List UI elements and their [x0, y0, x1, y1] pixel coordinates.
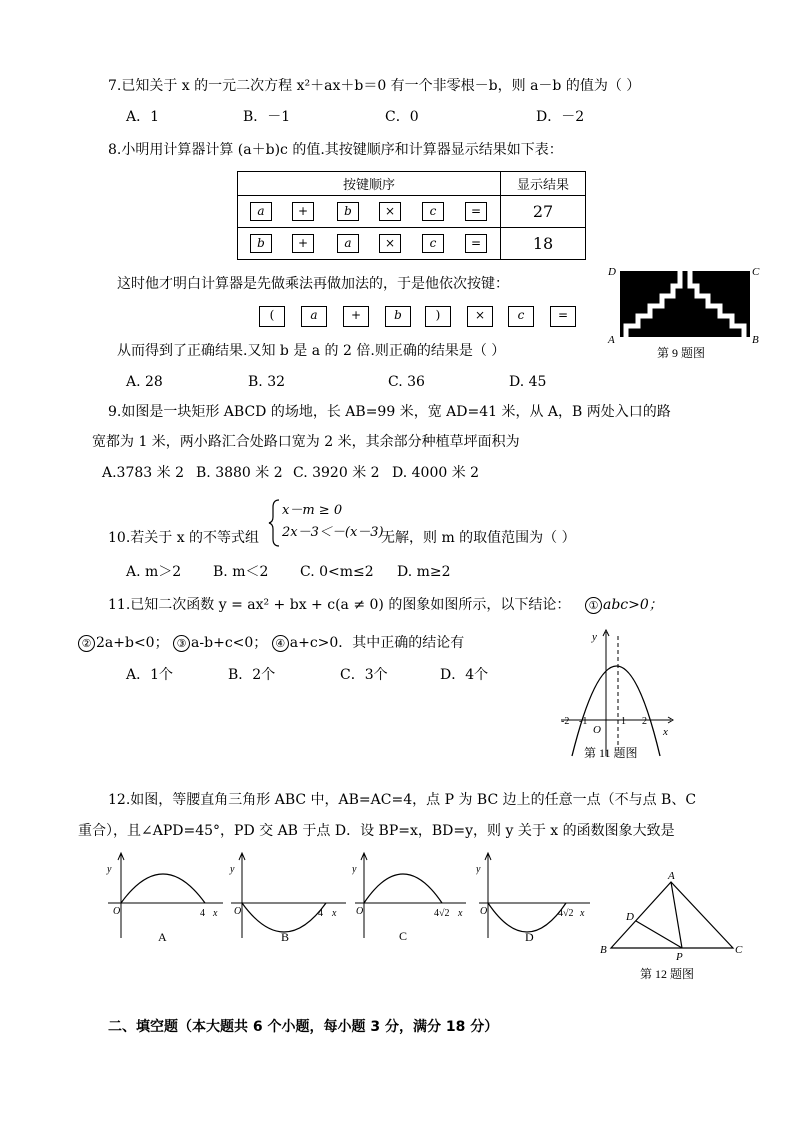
- q8-option-d: D. 45: [509, 374, 547, 390]
- q11-conclusions-2-4: [78, 635, 464, 652]
- q8-line3: 从而得到了正确结果.又知 b 是 a 的 2 倍.则正确的结果是（ ）: [117, 343, 506, 359]
- x-label: x: [663, 726, 668, 738]
- key-times: ×: [379, 234, 401, 253]
- tick-neg1: -1: [579, 716, 588, 727]
- end-label: 4√2: [558, 908, 574, 919]
- q10-option-a: A. m＞2: [126, 564, 182, 580]
- q7-option-c: C．0: [385, 109, 419, 125]
- q10-option-d: D. m≥2: [397, 564, 451, 580]
- key-a: a: [301, 306, 327, 327]
- origin-label: O: [234, 906, 242, 917]
- calculator-table: [237, 171, 586, 260]
- q11-option-a: A．1个: [126, 667, 174, 683]
- end-label: 4: [200, 908, 205, 919]
- graph-c: [352, 850, 472, 945]
- key-equals: =: [465, 234, 487, 253]
- curve: [121, 874, 205, 903]
- q7-option-d: D．－2: [536, 109, 585, 125]
- curve: [364, 874, 442, 903]
- origin-label: O: [356, 906, 364, 917]
- graph-label: B: [281, 930, 290, 944]
- q10-option-b: B. m＜2: [213, 564, 269, 580]
- circled-4: ④: [272, 635, 289, 652]
- q9-option-b: B. 3880 米 2: [196, 465, 283, 481]
- graph-d: [476, 850, 596, 945]
- y-label: y: [230, 864, 235, 875]
- q10-ineq1: x－m ≥ 0: [282, 503, 343, 518]
- curve: [488, 903, 566, 932]
- figure-9-caption: 第 9 题图: [657, 346, 706, 360]
- key-c: c: [422, 234, 444, 253]
- table-header-keys: 按键顺序: [238, 172, 501, 196]
- q10-stem-post: 无解，则 m 的取值范围为（ ）: [381, 530, 576, 546]
- key-b: b: [385, 306, 411, 327]
- conclusion-1-text: abc>0；: [603, 597, 663, 613]
- q7-stem: 7.已知关于 x 的一元二次方程 x²＋ax＋b＝0 有一个非零根－b，则 a－b 的值为（ ）: [108, 78, 641, 94]
- q8-line2: 这时他才明白计算器是先做乘法再做加法的，于是他依次按键：: [117, 276, 509, 292]
- key-plus: +: [292, 234, 314, 253]
- graph-label: D: [525, 930, 534, 944]
- segment-pd: [636, 921, 682, 948]
- y-label: y: [352, 864, 357, 875]
- figure-12: [596, 868, 756, 986]
- x-label: x: [580, 908, 585, 919]
- label-d: D: [608, 266, 616, 278]
- key-times: ×: [467, 306, 493, 327]
- figure-9: [600, 262, 770, 362]
- q7-option-a: A．1: [126, 109, 160, 125]
- end-label: 4√2: [434, 908, 450, 919]
- conclusion-3-text: a-b+c<0；: [191, 635, 268, 651]
- tick-1: 1: [621, 716, 626, 727]
- key-a: a: [250, 202, 272, 221]
- key-c: c: [422, 202, 444, 221]
- curve: [242, 903, 326, 932]
- q8-option-c: C. 36: [388, 374, 425, 390]
- circled-1: ①: [585, 597, 602, 614]
- figure-11: [556, 626, 686, 766]
- label-b: B: [752, 334, 759, 346]
- label-b: B: [600, 944, 607, 956]
- q9-line2: 宽都为 1 米，两小路汇合处路口宽为 2 米，其余部分种植草坪面积为: [92, 434, 520, 450]
- graph-a: [105, 850, 225, 945]
- q9-option-c: C. 3920 米 2: [293, 465, 380, 481]
- key-open-paren: (: [259, 306, 285, 327]
- graph-label: C: [399, 929, 408, 943]
- conclusion-2-text: 2a+b<0；: [96, 635, 169, 651]
- q11-option-d: D．4个: [440, 667, 489, 683]
- q12-line2: 重合），且∠APD=45°，PD 交 AB 于点 D．设 BP=x，BD=y，则 y 关于 x 的函数图象大致是: [78, 823, 675, 839]
- q11-option-c: C．3个: [340, 667, 388, 683]
- figure-11-caption: 第 11 题图: [584, 746, 638, 760]
- key-equals: =: [465, 202, 487, 221]
- table-row1-result: 27: [501, 196, 586, 228]
- q12-line1: 12.如图，等腰直角三角形 ABC 中，AB=AC=4，点 P 为 BC 边上的任意一点（不与点 B、C: [108, 792, 697, 808]
- y-label: y: [476, 864, 481, 875]
- q9-line1: 9.如图是一块矩形 ABCD 的场地，长 AB=99 米，宽 AD=41 米，从 A，B 两处入口的路: [108, 404, 671, 420]
- key-times: ×: [379, 202, 401, 221]
- q7-option-b: B．－1: [243, 109, 291, 125]
- q10-ineq2: 2x－3＜－(x－3): [282, 525, 384, 540]
- table-header-result: 显示结果: [501, 172, 586, 196]
- table-row2-keys: [238, 228, 501, 260]
- conclusion-4-text: a+c>0．其中正确的结论有: [289, 635, 465, 651]
- end-label: 4: [318, 908, 323, 919]
- key-b: b: [250, 234, 272, 253]
- brace-icon: [268, 498, 282, 548]
- q8-option-b: B. 32: [248, 374, 286, 390]
- q10-option-c: C. 0<m≤2: [300, 564, 374, 580]
- x-label: x: [458, 908, 463, 919]
- graph-label: A: [158, 930, 167, 944]
- q11-stem: 11.已知二次函数 y = ax² + bx + c(a ≠ 0) 的图象如图所示，以下结论：: [108, 597, 571, 613]
- graph-b: [228, 850, 348, 945]
- origin-label: O: [113, 906, 121, 917]
- y-label: y: [592, 631, 597, 643]
- label-p: P: [676, 951, 683, 963]
- label-a: A: [668, 870, 675, 882]
- table-row1-keys: [238, 196, 501, 228]
- q10-stem-pre: 10.若关于 x 的不等式组: [108, 530, 260, 546]
- parabola-curve: [572, 666, 660, 756]
- key-close-paren: ): [425, 306, 451, 327]
- key-equals: =: [550, 306, 576, 327]
- key-b: b: [337, 202, 359, 221]
- x-label: x: [213, 908, 218, 919]
- table-row2-result: 18: [501, 228, 586, 260]
- key-a: a: [337, 234, 359, 253]
- label-c: C: [735, 944, 743, 956]
- section-2-title: 二、填空题（本大题共 6 个小题，每小题 3 分，满分 18 分）: [108, 1019, 499, 1035]
- figure-12-caption: 第 12 题图: [640, 967, 695, 981]
- q11-conclusion-1: [585, 597, 663, 614]
- origin-label: O: [593, 724, 601, 736]
- key-plus: +: [292, 202, 314, 221]
- x-label: x: [332, 908, 337, 919]
- q11-option-b: B．2个: [228, 667, 276, 683]
- key-plus: +: [343, 306, 369, 327]
- q9-option-a: A.3783 米 2: [102, 465, 184, 481]
- q8-option-a: A. 28: [126, 374, 163, 390]
- circled-3: ③: [173, 635, 190, 652]
- key-c: c: [508, 306, 534, 327]
- y-label: y: [107, 864, 112, 875]
- q9-option-d: D. 4000 米 2: [392, 465, 480, 481]
- label-c: C: [752, 266, 760, 278]
- tick-neg2: -2: [561, 716, 570, 727]
- tick-2: 2: [642, 716, 647, 727]
- label-d: D: [626, 911, 634, 923]
- q8-stem: 8.小明用计算器计算 (a＋b)c 的值.其按键顺序和计算器显示结果如下表：: [108, 142, 563, 158]
- label-a: A: [608, 334, 615, 346]
- circled-2: ②: [78, 635, 95, 652]
- origin-label: O: [480, 906, 488, 917]
